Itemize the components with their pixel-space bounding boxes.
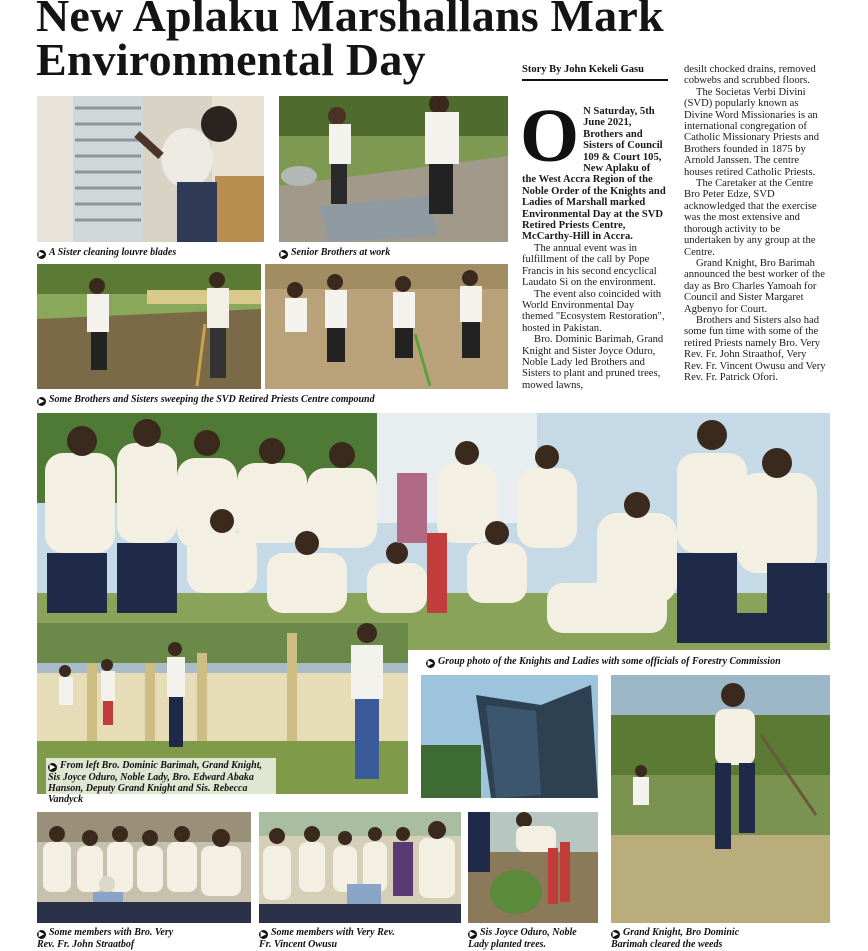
caption-weeds-text: Grand Knight, Bro Dominic Barimah cleared the weeds xyxy=(611,927,740,950)
photo-weeds xyxy=(611,675,830,923)
paragraph: desilt chocked drains, removed cobwebs and scrubbed floors. xyxy=(684,64,816,87)
caption-louvre xyxy=(37,247,264,259)
caption-sweeping xyxy=(37,394,507,406)
photo-sweeping-right xyxy=(265,264,508,389)
photo-owusu xyxy=(259,812,461,923)
byline: Story By John Kekeli Gasu xyxy=(522,64,668,81)
dropcap: O xyxy=(520,94,580,178)
caption-group-text: Group photo of the Knights and Ladies with some officials of Forestry Commission xyxy=(438,656,781,667)
caption-louvre-text: A Sister cleaning louvre blades xyxy=(49,247,177,258)
bullet-icon: ▶ xyxy=(427,659,434,667)
photo-planted xyxy=(468,812,598,923)
bullet-icon: ▶ xyxy=(260,930,267,938)
caption-planted xyxy=(468,927,596,950)
paragraph: The event also coincided with World Environmental Day themed "Ecosystem Restoration", hosted in Pakistan. xyxy=(522,288,665,334)
paragraph: Brothers and Sisters also had some fun time with some of the retired Priests namely Bro. Very Rev. Fr. John Straathof, Very Rev. Fr. Vincent Owusu and Very Rev. Fr. Patrick Ofori. xyxy=(684,314,826,383)
bullet-icon: ▶ xyxy=(612,930,619,938)
caption-senior xyxy=(279,247,508,259)
caption-senior-text: Senior Brothers at work xyxy=(291,247,391,258)
bullet-icon: ▶ xyxy=(38,250,45,258)
bullet-icon: ▶ xyxy=(49,763,56,771)
bullet-icon: ▶ xyxy=(38,930,45,938)
article-column-2 xyxy=(684,64,828,383)
article-column-1 xyxy=(520,94,666,391)
paragraph: Bro. Dominic Barimah, Grand Knight and Sister Joyce Oduro, Noble Lady led Brothers and Sisters to plant and pruned trees, mowed lawns, xyxy=(522,334,664,391)
paragraph: Grand Knight, Bro Barimah announced the best worker of the day as Bro Charles Yamoah for Council and Sister Margaret Agbenyo for Court. xyxy=(684,257,825,315)
caption-planted-text: Sis Joyce Oduro, Noble Lady planted trees. xyxy=(468,927,577,950)
headline: New Aplaku Marshallans Mark Environmental Day xyxy=(36,0,664,85)
caption-owusu-text: Some members with Very Rev. Fr. Vincent Owusu xyxy=(259,927,395,950)
bullet-icon: ▶ xyxy=(469,930,476,938)
caption-owusu xyxy=(259,927,409,950)
caption-fromleft-text: From left Bro. Dominic Barimah, Grand Knight, Sis Joyce Oduro, Noble Lady, Bro. Edward Abaka Hanson, Deputy Grand Knight and Sis. Rebecca Vandyck xyxy=(48,760,262,805)
photo-straatbof xyxy=(37,812,251,923)
paragraph: The Caretaker at the Centre Bro Peter Edze, SVD acknowledged that the exercise was the most extensive and thorough activity to be undertaken by any group at the Centre. xyxy=(684,178,817,258)
paragraph: The annual event was in fulfillment of the call by Pope Francis in his second encyclical Laudato Si on the environment. xyxy=(522,242,657,289)
caption-straatbof xyxy=(37,927,187,950)
photo-sweeping-left xyxy=(37,264,261,389)
paragraph: The Societas Verbi Divini (SVD) popularly known as Divine Word Missionaries is an international congregation of Catholic Missionary Priests and Brothers founded in 1875 by Arnold Janssen. The centre houses retired Catholic Priests. xyxy=(684,86,820,178)
caption-sweeping-text: Some Brothers and Sisters sweeping the SVD Retired Priests Centre compound xyxy=(49,394,375,405)
bullet-icon: ▶ xyxy=(280,250,287,258)
caption-weeds xyxy=(611,927,761,950)
lead-paragraph: N Saturday, 5th June 2021, Brothers and Sisters of Council 109 & Court 105, New Aplaku of the West Accra Region of the Noble Order of the Knights and Ladies of Marshall marked Environmental Day at the SVD Retired Priests Centre, McCarthy-Hill in Accra. xyxy=(522,106,666,243)
photo-sculpture xyxy=(421,675,598,798)
photo-group xyxy=(37,413,830,650)
caption-straatbof-text: Some members with Bro. Very Rev. Fr. John Straatbof xyxy=(37,927,174,950)
caption-group xyxy=(426,656,830,668)
caption-fromleft xyxy=(46,758,276,807)
bullet-icon: ▶ xyxy=(38,397,45,405)
photo-senior-brothers xyxy=(279,96,508,242)
photo-louvre xyxy=(37,96,264,242)
